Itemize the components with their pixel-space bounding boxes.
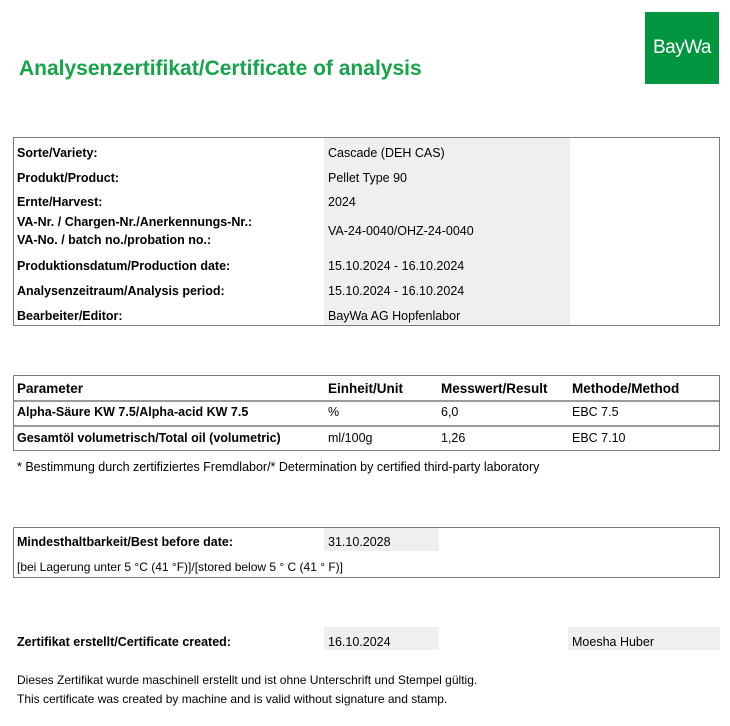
param-row-oil-result: 1,26 [441, 431, 466, 445]
analysis-period-value: 15.10.2024 - 16.10.2024 [328, 284, 465, 298]
params-row-divider [14, 425, 719, 427]
param-row-oil-method: EBC 7.10 [572, 431, 626, 445]
params-header-unit: Einheit/Unit [328, 381, 403, 396]
param-row-alpha-unit: % [328, 405, 340, 419]
harvest-value: 2024 [328, 195, 356, 209]
param-row-alpha-method: EBC 7.5 [572, 405, 619, 419]
params-header-divider [14, 400, 719, 402]
harvest-label: Ernte/Harvest: [17, 195, 103, 209]
params-header-result: Messwert/Result [441, 381, 548, 396]
editor-label: Bearbeiter/Editor: [17, 309, 123, 323]
params-header-parameter: Parameter [17, 381, 84, 396]
param-row-oil-name: Gesamtöl volumetrisch/Total oil (volumetric) [17, 431, 281, 445]
footer-line-de: Dieses Zertifikat wurde maschinell erstellt und ist ohne Unterschrift und Stempel gültig. [17, 673, 478, 687]
storage-note: [bei Lagerung unter 5 °C (41 °F)]/[stored below 5 ° C (41 ° F)] [17, 560, 344, 574]
best-before-label: Mindesthaltbarkeit/Best before date: [17, 535, 234, 549]
production-date-value: 15.10.2024 - 16.10.2024 [328, 259, 465, 273]
baywa-logo: BayWa [645, 12, 719, 84]
product-label: Produkt/Product: [17, 171, 120, 185]
param-row-oil-unit: ml/100g [328, 431, 373, 445]
param-row-alpha-result: 6,0 [441, 405, 459, 419]
best-before-value: 31.10.2028 [328, 535, 391, 549]
batch-label: VA-Nr. / Chargen-Nr./Anerkennungs-Nr.: [17, 215, 253, 229]
param-row-alpha-name: Alpha-Säure KW 7.5/Alpha-acid KW 7.5 [17, 405, 249, 419]
batch-value: VA-24-0040/OHZ-24-0040 [328, 224, 474, 238]
product-value: Pellet Type 90 [328, 171, 407, 185]
variety-value: Cascade (DEH CAS) [328, 146, 445, 160]
params-footnote: * Bestimmung durch zertifiziertes Fremdlabor/* Determination by certified third-party laboratory [17, 460, 540, 474]
created-date: 16.10.2024 [328, 635, 391, 649]
params-header-method: Methode/Method [572, 381, 680, 396]
production-date-label: Produktionsdatum/Production date: [17, 259, 231, 273]
page-title: Analysenzertifikat/Certificate of analysis [19, 57, 422, 80]
created-label: Zertifikat erstellt/Certificate created: [17, 635, 231, 649]
batch-label-en: VA-No. / batch no./probation no.: [17, 233, 212, 247]
variety-label: Sorte/Variety: [17, 146, 98, 160]
editor-value: BayWa AG Hopfenlabor [328, 309, 461, 323]
created-by-name: Moesha Huber [572, 635, 654, 649]
footer-line-en: This certificate was created by machine and is valid without signature and stamp. [17, 692, 448, 706]
analysis-period-label: Analysenzeitraum/Analysis period: [17, 284, 225, 298]
